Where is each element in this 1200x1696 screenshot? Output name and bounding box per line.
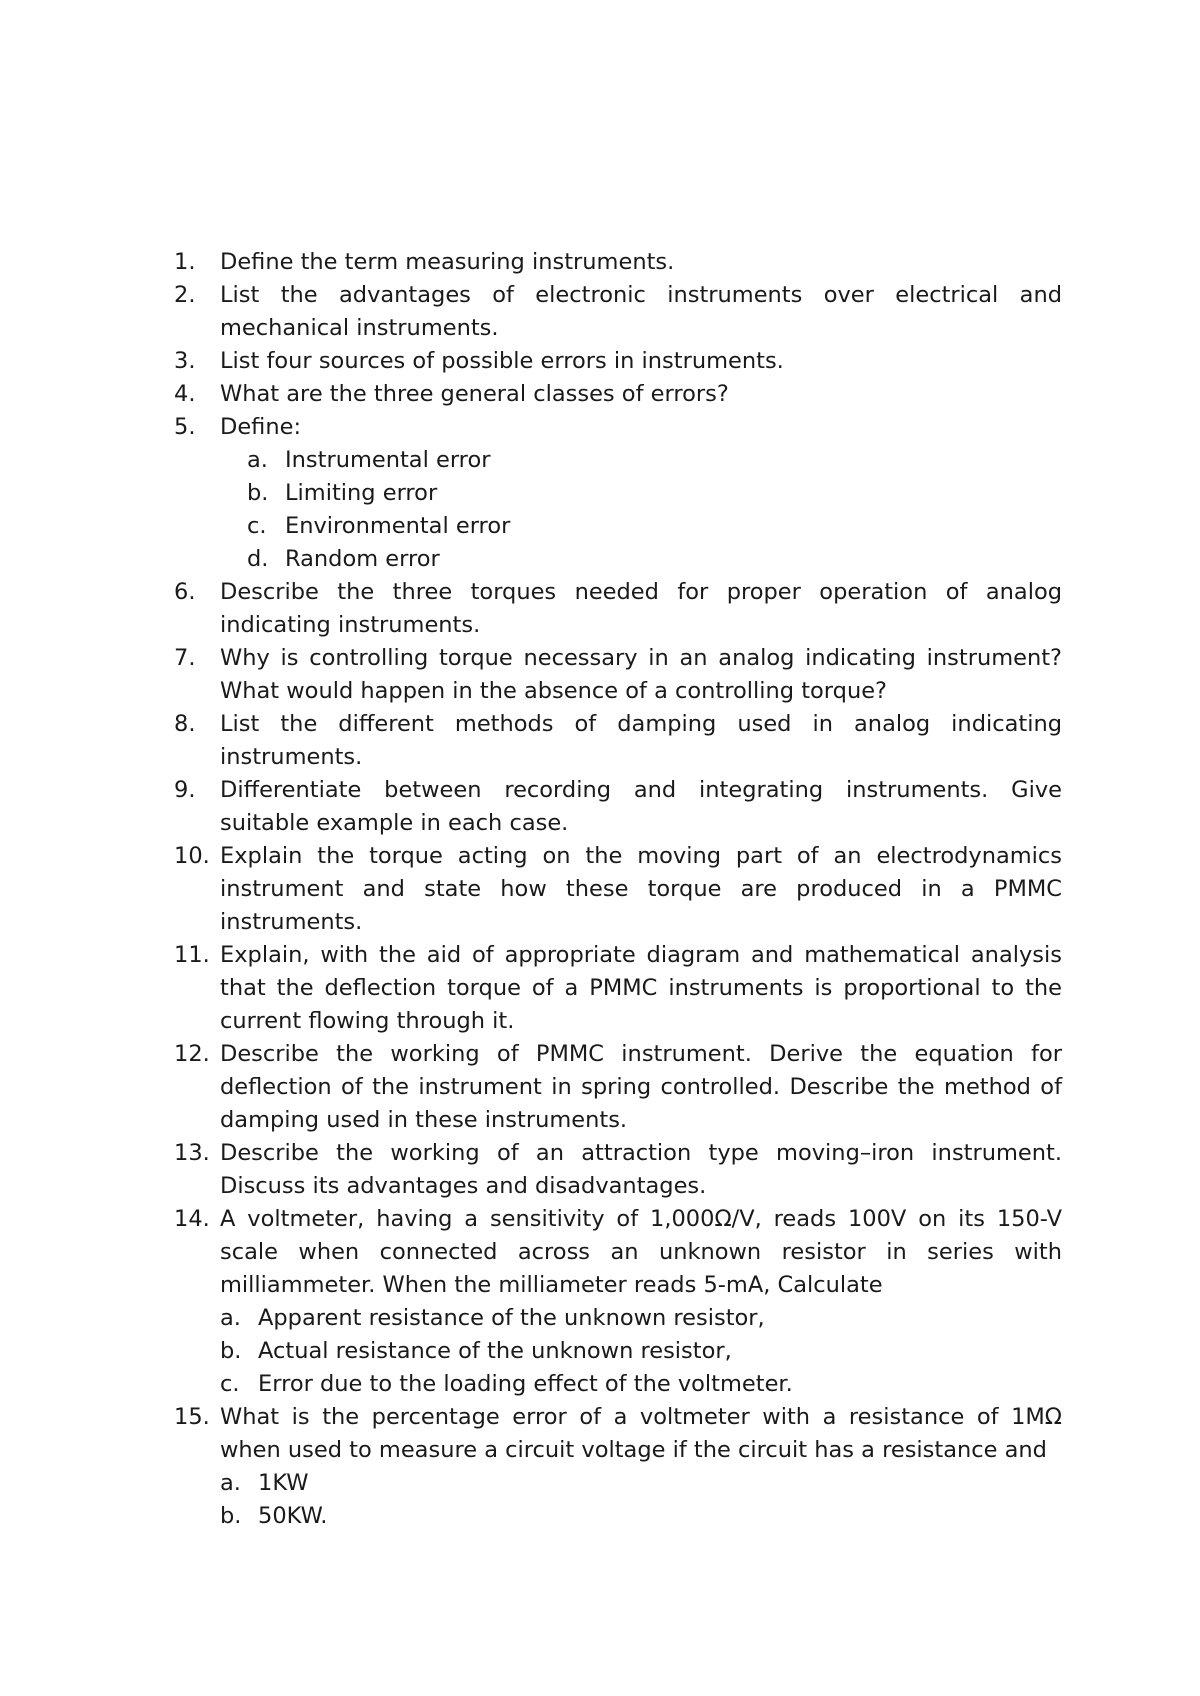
question-number: 4. <box>174 381 196 407</box>
sub-question-item <box>220 1335 1062 1368</box>
sub-question-letter: c. <box>247 513 267 539</box>
question-item <box>174 1203 1062 1401</box>
question-item <box>174 378 1062 411</box>
question-text: A voltmeter, having a sensitivity of 1,000Ω/V, reads 100V on its 150-V scale when connected across an unknown resistor in series with milliammeter. When the milliameter reads 5-mA, Calculate <box>220 1206 1062 1298</box>
question-item <box>174 1038 1062 1137</box>
question-item <box>174 840 1062 939</box>
question-number: 11. <box>174 942 210 968</box>
sub-question-item <box>247 477 1062 510</box>
sub-question-text: 1KW <box>258 1470 309 1496</box>
sub-question-list <box>220 1302 1062 1401</box>
sub-question-list <box>247 444 1062 576</box>
sub-question-letter: d. <box>247 546 269 572</box>
sub-question-text: Error due to the loading effect of the voltmeter. <box>258 1371 793 1397</box>
question-number: 2. <box>174 282 196 308</box>
sub-question-item <box>247 510 1062 543</box>
question-item <box>174 642 1062 708</box>
question-number: 8. <box>174 711 196 737</box>
sub-question-list <box>220 1467 1062 1533</box>
sub-question-item <box>247 444 1062 477</box>
question-text: What is the percentage error of a voltmeter with a resistance of 1MΩ when used to measure a circuit voltage if the circuit has a resistance and <box>220 1404 1062 1463</box>
question-item <box>174 774 1062 840</box>
sub-question-item <box>220 1368 1062 1401</box>
sub-question-item <box>220 1467 1062 1500</box>
question-number: 3. <box>174 348 196 374</box>
sub-question-text: Environmental error <box>285 513 511 539</box>
question-text: Describe the working of an attraction type moving–iron instrument. Discuss its advantages and disadvantages. <box>220 1140 1062 1199</box>
question-number: 9. <box>174 777 196 803</box>
question-text: Explain, with the aid of appropriate diagram and mathematical analysis that the deflection torque of a PMMC instruments is proportional to the current flowing through it. <box>220 942 1062 1034</box>
sub-question-text: Limiting error <box>285 480 438 506</box>
sub-question-text: Actual resistance of the unknown resistor, <box>258 1338 732 1364</box>
sub-question-letter: a. <box>220 1305 241 1331</box>
question-number: 1. <box>174 249 196 275</box>
question-item <box>174 708 1062 774</box>
sub-question-letter: b. <box>247 480 269 506</box>
sub-question-text: Instrumental error <box>285 447 491 473</box>
sub-question-letter: a. <box>247 447 268 473</box>
sub-question-item <box>220 1500 1062 1533</box>
sub-question-text: Apparent resistance of the unknown resistor, <box>258 1305 765 1331</box>
question-text: List four sources of possible errors in instruments. <box>220 348 784 374</box>
sub-question-text: 50KW. <box>258 1503 328 1529</box>
sub-question-item <box>220 1302 1062 1335</box>
question-number: 10. <box>174 843 210 869</box>
question-number: 15. <box>174 1404 210 1430</box>
question-number: 7. <box>174 645 196 671</box>
question-text: List the advantages of electronic instruments over electrical and mechanical instruments. <box>220 282 1062 341</box>
question-number: 5. <box>174 414 196 440</box>
question-item <box>174 279 1062 345</box>
question-text: Differentiate between recording and integrating instruments. Give suitable example in each case. <box>220 777 1062 836</box>
question-text: Describe the working of PMMC instrument. Derive the equation for deflection of the instrument in spring controlled. Describe the method of damping used in these instruments. <box>220 1041 1062 1133</box>
question-item <box>174 246 1062 279</box>
question-number: 14. <box>174 1206 210 1232</box>
question-number: 6. <box>174 579 196 605</box>
sub-question-text: Random error <box>285 546 440 572</box>
sub-question-item <box>247 543 1062 576</box>
question-item <box>174 939 1062 1038</box>
question-item <box>174 345 1062 378</box>
question-item <box>174 1137 1062 1203</box>
question-number: 13. <box>174 1140 210 1166</box>
question-text: What are the three general classes of errors? <box>220 381 729 407</box>
question-item <box>174 411 1062 576</box>
sub-question-letter: b. <box>220 1338 242 1364</box>
question-list <box>174 246 1062 1533</box>
question-text: Define: <box>220 414 302 440</box>
question-item <box>174 576 1062 642</box>
sub-question-letter: c. <box>220 1371 240 1397</box>
question-text: Describe the three torques needed for proper operation of analog indicating instruments. <box>220 579 1062 638</box>
question-text: Define the term measuring instruments. <box>220 249 675 275</box>
question-text: Why is controlling torque necessary in an analog indicating instrument? What would happen in the absence of a controlling torque? <box>220 645 1062 704</box>
question-text: Explain the torque acting on the moving part of an electrodynamics instrument and state how these torque are produced in a PMMC instruments. <box>220 843 1062 935</box>
question-text: List the different methods of damping used in analog indicating instruments. <box>220 711 1062 770</box>
question-number: 12. <box>174 1041 210 1067</box>
sub-question-letter: a. <box>220 1470 241 1496</box>
question-item <box>174 1401 1062 1533</box>
sub-question-letter: b. <box>220 1503 242 1529</box>
